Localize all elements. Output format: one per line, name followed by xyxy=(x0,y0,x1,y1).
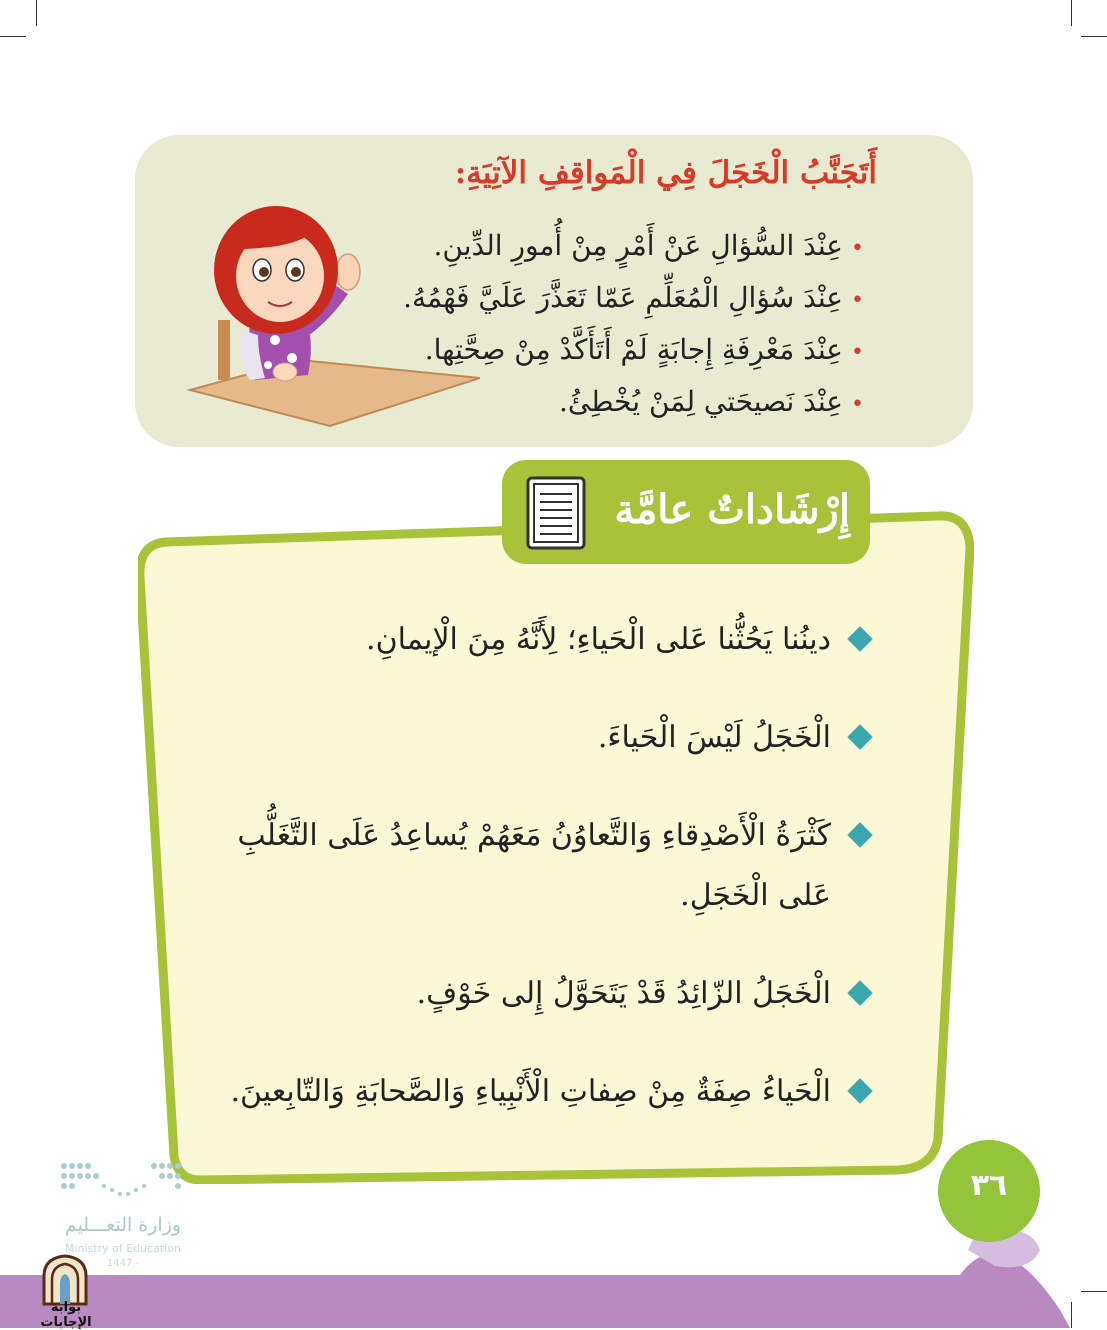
diamond-bullet-icon xyxy=(847,724,872,749)
crop-mark xyxy=(1071,0,1072,26)
list-item: •عِنْدَ مَعْرِفَةِ إِجابَةٍ لَمْ أَتَأَكَّدْ مِنْ صِحَّتِها. xyxy=(424,333,864,366)
bullet-icon: • xyxy=(851,288,864,313)
ministry-logo-dots xyxy=(58,1160,190,1202)
list-item: الْخَجَلُ الزّائِدُ قَدْ يَتَحَوَّلُ إِلى خَوْفٍ. xyxy=(209,964,869,1024)
avoid-shyness-title: أَتَجَنَّبُ الْخَجَلَ فِي الْمَواقِفِ الآتِيَةِ: xyxy=(454,155,877,191)
tips-list xyxy=(209,610,869,1122)
list-item: كَثْرَةُ الْأَصْدِقاءِ وَالتَّعاوُنُ مَعَهُمْ يُساعِدُ عَلَى التَّغَلُّبِ عَلى الْخَجَلِ. xyxy=(209,806,869,926)
diamond-bullet-icon xyxy=(847,626,872,651)
list-item: •عِنْدَ السُّؤالِ عَنْ أَمْرٍ مِنْ أُمورِ الدِّينِ. xyxy=(433,229,864,262)
answers-portal-logo xyxy=(40,1254,90,1306)
diamond-bullet-icon xyxy=(847,980,872,1005)
crop-mark xyxy=(36,0,37,26)
diamond-bullet-icon xyxy=(847,822,872,847)
list-item: الْحَياءُ صِفَةٌ مِنْ صِفاتِ الْأَنْبِياءِ وَالصَّحابَةِ وَالتّابِعينَ. xyxy=(209,1062,869,1122)
bullet-icon: • xyxy=(851,340,864,365)
girl-raising-hand-illustration xyxy=(180,190,480,430)
ministry-name-en: Ministry of Education xyxy=(64,1242,181,1255)
list-item: •عِنْدَ سُؤالِ الْمُعَلِّمِ عَمّا تَعَذَّرَ عَلَيَّ فَهْمُهُ. xyxy=(403,281,864,314)
list-item: دينُنا يَحُثُّنا عَلى الْحَياءِ؛ لِأَنَّهُ مِنَ الْإيمانِ. xyxy=(209,610,869,670)
answers-portal-label: بوابة الإجابات xyxy=(40,1300,92,1330)
document-icon xyxy=(524,476,588,550)
crop-mark xyxy=(1081,36,1107,37)
bullet-icon: • xyxy=(851,392,864,417)
page-number: ٣٦ xyxy=(970,1168,1008,1203)
list-item: •عِنْدَ نَصيحَتي لِمَنْ يُخْطِئُ. xyxy=(558,385,864,418)
ministry-name-ar: وزارة التعـــليم xyxy=(64,1214,182,1236)
ministry-year: 1447 - xyxy=(106,1258,140,1269)
bullet-icon: • xyxy=(851,236,864,261)
list-item: الْخَجَلُ لَيْسَ الْحَياءَ. xyxy=(209,708,869,768)
diamond-bullet-icon xyxy=(847,1078,872,1103)
tips-header-title: إِرْشَاداتٌ عامَّة xyxy=(614,486,850,533)
crop-mark xyxy=(0,36,26,37)
